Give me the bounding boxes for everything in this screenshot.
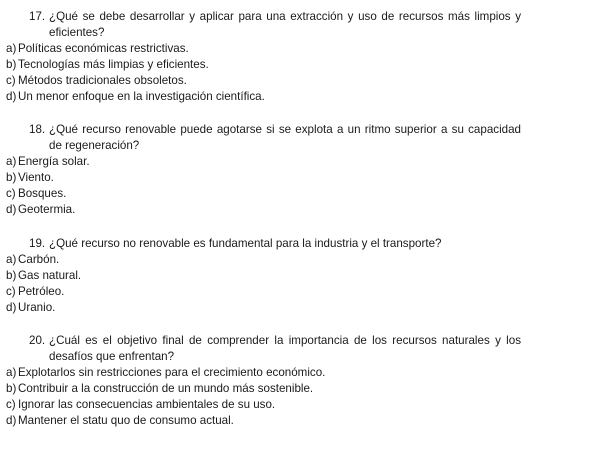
option-b (0, 57, 597, 73)
option-letter: c) (6, 74, 16, 87)
option-letter: c) (6, 285, 16, 298)
option-letter: b) (6, 58, 17, 71)
option-text: Explotarlos sin restricciones para el crecimiento económico. (18, 366, 326, 379)
question-number: 18. (29, 123, 46, 136)
question-text: ¿Qué recurso no renovable es fundamental para la industria y el transporte? (49, 237, 442, 250)
option-letter: d) (6, 90, 17, 103)
option-c (0, 73, 597, 89)
option-letter: a) (6, 366, 17, 379)
option-a (0, 154, 597, 170)
option-text: Ignorar las consecuencias ambientales de su uso. (18, 398, 276, 411)
option-text: Geotermia. (18, 203, 76, 216)
option-a (0, 365, 597, 381)
question-header (0, 9, 521, 41)
option-c (0, 397, 597, 413)
option-text: Bosques. (18, 187, 67, 200)
option-d (0, 413, 597, 429)
option-text: Gas natural. (18, 269, 82, 282)
question-number: 20. (29, 334, 46, 347)
option-text: Contribuir a la construcción de un mundo más sostenible. (18, 382, 314, 395)
answer-options (0, 41, 597, 105)
option-d (0, 300, 597, 316)
option-letter: c) (6, 187, 16, 200)
option-a (0, 252, 597, 268)
option-letter: a) (6, 155, 17, 168)
option-text: Un menor enfoque en la investigación científica. (18, 90, 265, 103)
question-17 (0, 9, 597, 105)
option-letter: b) (6, 269, 17, 282)
option-letter: d) (6, 301, 17, 314)
option-d (0, 89, 597, 105)
option-b (0, 268, 597, 284)
option-text: Carbón. (18, 253, 60, 266)
question-header (0, 333, 521, 365)
question-text: ¿Qué recurso renovable puede agotarse si se explota a un ritmo superior a su capacidad de regeneración? (49, 123, 521, 152)
option-text: Mantener el statu quo de consumo actual. (18, 414, 234, 427)
option-text: Viento. (18, 171, 54, 184)
question-number: 17. (29, 10, 46, 23)
question-header (0, 122, 521, 154)
option-b (0, 381, 597, 397)
option-letter: a) (6, 42, 17, 55)
option-letter: d) (6, 414, 17, 427)
option-letter: a) (6, 253, 17, 266)
option-letter: c) (6, 398, 16, 411)
option-text: Energía solar. (18, 155, 90, 168)
question-text: ¿Cuál es el objetivo final de comprender la importancia de los recursos naturales y los desafíos que enfrentan? (49, 334, 521, 363)
option-a (0, 41, 597, 57)
option-b (0, 170, 597, 186)
option-text: Petróleo. (18, 285, 65, 298)
option-d (0, 202, 597, 218)
option-c (0, 186, 597, 202)
question-header (0, 236, 521, 252)
answer-options (0, 365, 597, 429)
answer-options (0, 154, 597, 218)
question-19 (0, 236, 597, 316)
question-text: ¿Qué se debe desarrollar y aplicar para una extracción y uso de recursos más limpios y eficientes? (49, 10, 521, 39)
option-text: Políticas económicas restrictivas. (18, 42, 189, 55)
answer-options (0, 252, 597, 316)
option-letter: d) (6, 203, 17, 216)
question-20 (0, 333, 597, 429)
option-text: Uranio. (18, 301, 56, 314)
option-letter: b) (6, 382, 17, 395)
option-text: Métodos tradicionales obsoletos. (18, 74, 187, 87)
option-letter: b) (6, 171, 17, 184)
option-text: Tecnologías más limpias y eficientes. (18, 58, 209, 71)
question-number: 19. (29, 237, 46, 250)
question-18 (0, 122, 597, 218)
option-c (0, 284, 597, 300)
